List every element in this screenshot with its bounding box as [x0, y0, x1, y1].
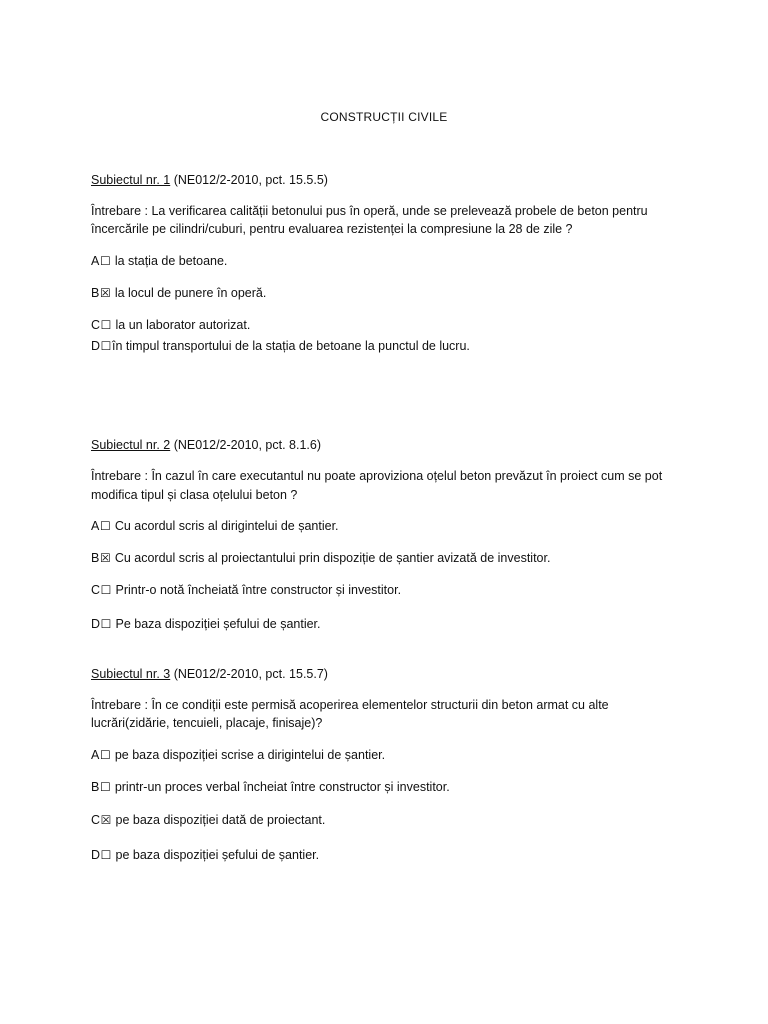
answer-text: Cu acordul scris al dirigintelui de șantier. — [111, 519, 339, 533]
answer-letter: C — [91, 318, 101, 332]
answer-letter: D — [91, 339, 101, 353]
question-line-2: încercările pe cilindri/cuburi, pentru evaluarea rezistenței la compresiune la 28 de zile ? — [91, 222, 573, 236]
answer-letter: B — [91, 780, 100, 794]
answer-text: pe baza dispoziției șefului de șantier. — [112, 848, 320, 862]
subject-label: Subiectul nr. 2 — [91, 438, 171, 452]
answer-text: la locul de punere în operă. — [111, 286, 267, 300]
checkbox-checked-icon[interactable]: ☒ — [99, 551, 111, 565]
subject-reference: (NE012/2-2010, pct. 8.1.6) — [170, 438, 321, 452]
answer-a[interactable] — [91, 518, 339, 534]
answer-letter: B — [91, 286, 100, 300]
answer-b[interactable] — [91, 285, 266, 301]
checkbox-unchecked-icon[interactable]: ☐ — [100, 318, 112, 332]
answer-b[interactable] — [91, 550, 550, 566]
page-title: CONSTRUCȚII CIVILE — [320, 110, 448, 124]
answer-text: la un laborator autorizat. — [112, 318, 251, 332]
answer-text: în timpul transportului de la stația de betoane la punctul de lucru. — [112, 339, 470, 353]
question-line-1: Întrebare : La verificarea calității betonului pus în operă, unde se prelevează probele de beton pentru — [91, 204, 648, 218]
answer-text: la stația de betoane. — [111, 254, 228, 268]
answer-c[interactable] — [91, 317, 250, 333]
subject-label: Subiectul nr. 3 — [91, 667, 171, 681]
checkbox-unchecked-icon[interactable]: ☐ — [99, 780, 111, 794]
question-line-1: Întrebare : În cazul în care executantul nu poate aproviziona oțelul beton prevăzut în proiect cum se pot — [91, 469, 663, 483]
answer-text: Printr-o notă încheiată între constructor și investitor. — [112, 583, 402, 597]
answer-letter: A — [91, 748, 100, 762]
subject-header — [91, 437, 321, 453]
checkbox-unchecked-icon[interactable]: ☐ — [100, 617, 112, 631]
checkbox-unchecked-icon[interactable]: ☐ — [99, 748, 111, 762]
answer-letter: C — [91, 813, 101, 827]
subject-label: Subiectul nr. 1 — [91, 173, 171, 187]
answer-text: printr-un proces verbal încheiat între constructor și investitor. — [111, 780, 450, 794]
subject-reference: (NE012/2-2010, pct. 15.5.7) — [170, 667, 328, 681]
question-line-2: modifica tipul și clasa oțelului beton ? — [91, 488, 298, 502]
answer-a[interactable] — [91, 253, 227, 269]
answer-c[interactable] — [91, 582, 401, 598]
answer-d[interactable] — [91, 616, 321, 632]
subject-header — [91, 666, 328, 682]
answer-text: Pe baza dispoziției șefului de șantier. — [112, 617, 321, 631]
answer-letter: B — [91, 551, 100, 565]
answer-letter: A — [91, 519, 100, 533]
question-line-2: lucrări(zidărie, tencuieli, placaje, finisaje)? — [91, 716, 323, 730]
checkbox-checked-icon[interactable]: ☒ — [100, 813, 112, 827]
subject-reference: (NE012/2-2010, pct. 15.5.5) — [170, 173, 328, 187]
checkbox-checked-icon[interactable]: ☒ — [99, 286, 111, 300]
answer-text: pe baza dispoziției dată de proiectant. — [112, 813, 326, 827]
checkbox-unchecked-icon[interactable]: ☐ — [99, 254, 111, 268]
answer-d[interactable] — [91, 847, 319, 863]
answer-letter: C — [91, 583, 101, 597]
answer-a[interactable] — [91, 747, 385, 763]
answer-letter: D — [91, 848, 101, 862]
checkbox-unchecked-icon[interactable]: ☐ — [100, 583, 112, 597]
answer-text: Cu acordul scris al proiectantului prin dispoziție de șantier avizată de investitor. — [111, 551, 551, 565]
answer-letter: A — [91, 254, 100, 268]
answer-letter: D — [91, 617, 101, 631]
subject-header — [91, 172, 328, 188]
answer-d[interactable] — [91, 338, 470, 354]
answer-c[interactable] — [91, 812, 325, 828]
answer-text: pe baza dispoziției scrise a dirigintelui de șantier. — [111, 748, 386, 762]
checkbox-unchecked-icon[interactable]: ☐ — [100, 848, 112, 862]
question-line-1: Întrebare : În ce condiții este permisă acoperirea elementelor structurii din beton armat cu alte — [91, 698, 609, 712]
answer-b[interactable] — [91, 779, 450, 795]
checkbox-unchecked-icon[interactable]: ☐ — [100, 339, 112, 353]
checkbox-unchecked-icon[interactable]: ☐ — [99, 519, 111, 533]
